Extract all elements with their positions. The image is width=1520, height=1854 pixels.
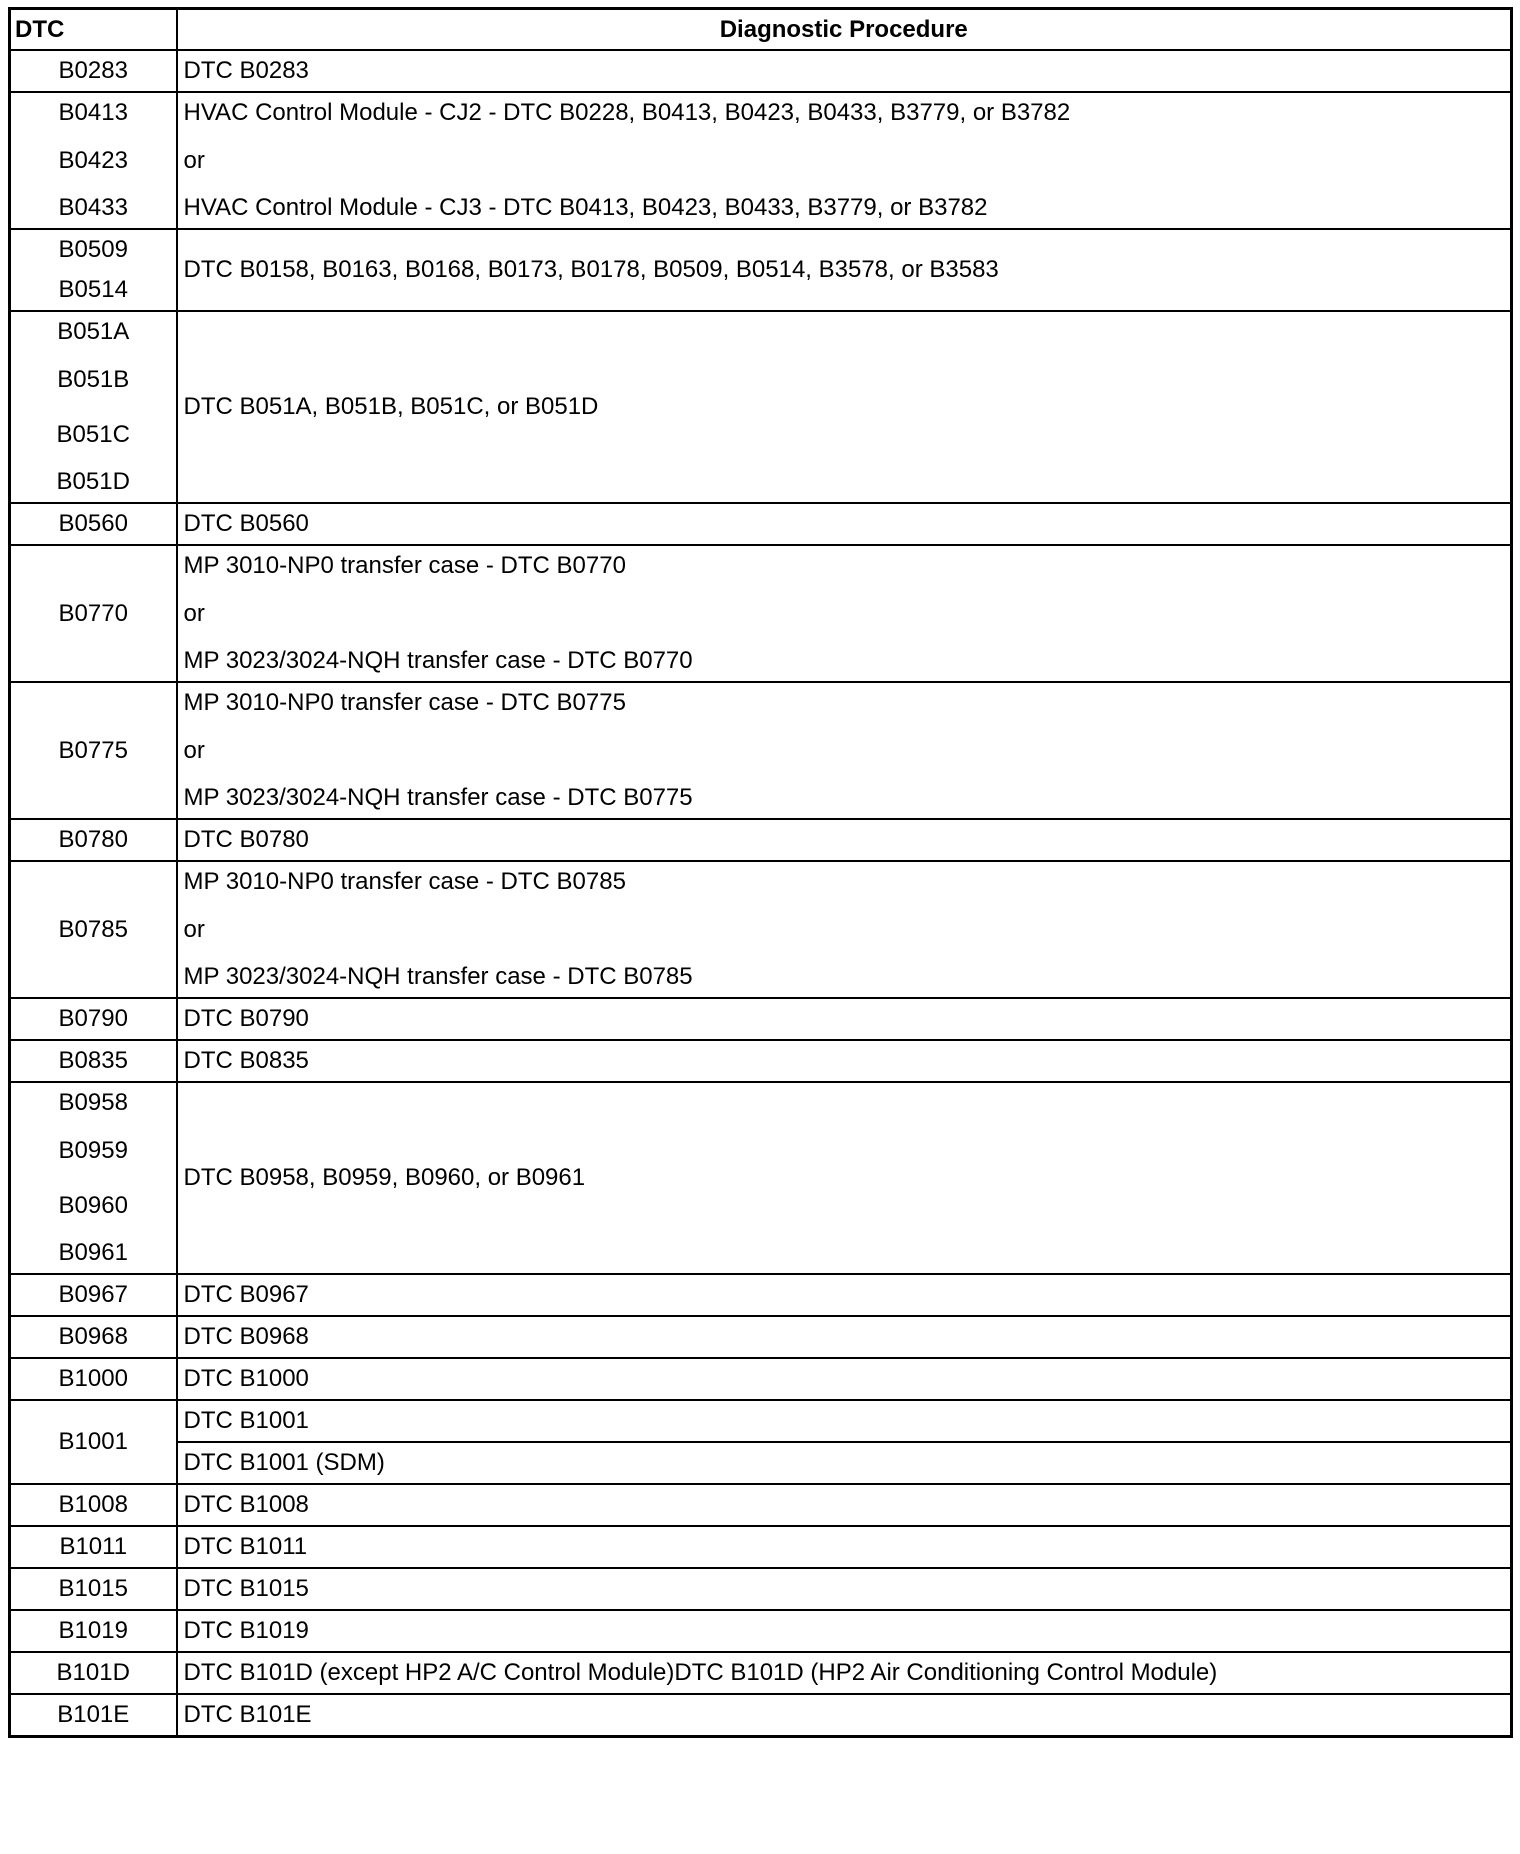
dtc-code-cell [10, 1400, 177, 1484]
procedure-link-text: MP 3023/3024-NQH transfer case - DTC B0770 [183, 647, 693, 674]
table-row [10, 819, 1512, 861]
table-row [10, 682, 1512, 819]
table-row [10, 1442, 1512, 1484]
procedure-link-text: DTC B1015 [183, 1575, 309, 1602]
dtc-code: B101D [56, 1659, 130, 1686]
procedure-link-text: DTC B0560 [183, 510, 309, 537]
dtc-code: B0960 [58, 1192, 128, 1219]
procedure-link-text: DTC B1008 [183, 1491, 309, 1518]
dtc-code: B0958 [58, 1089, 128, 1116]
procedure-link-text: DTC B0790 [183, 1005, 309, 1032]
procedure-cell [177, 1274, 1512, 1316]
procedure-link-text: DTC B101D (except HP2 A/C Control Module)DTC B101D (HP2 Air Conditioning Control Module) [183, 1659, 1218, 1686]
procedure-link-text: MP 3010-NP0 transfer case - DTC B0770 [183, 552, 626, 579]
or-separator: or [183, 147, 205, 174]
table-row [10, 92, 1512, 229]
dtc-code-cell [10, 819, 177, 861]
dtc-code-cell [10, 92, 177, 229]
dtc-code-cell [10, 1484, 177, 1526]
procedure-cell [177, 1082, 1512, 1274]
procedure-link-text: DTC B051A, B051B, B051C, or B051D [183, 393, 599, 420]
table-row [10, 545, 1512, 682]
table-row [10, 229, 1512, 311]
dtc-code: B0968 [58, 1323, 128, 1350]
dtc-code: B1001 [58, 1428, 128, 1455]
dtc-code-cell [10, 50, 177, 92]
dtc-code-cell [10, 1652, 177, 1694]
dtc-code-cell [10, 682, 177, 819]
table-row [10, 1082, 1512, 1274]
dtc-code: B0775 [58, 736, 128, 764]
dtc-code: B0283 [58, 57, 128, 84]
dtc-code: B0770 [58, 599, 128, 627]
procedure-cell [177, 819, 1512, 861]
procedure-cell [177, 1526, 1512, 1568]
procedure-column-header: Diagnostic Procedure [177, 9, 1512, 51]
or-separator: or [183, 916, 205, 943]
procedure-link-text: MP 3023/3024-NQH transfer case - DTC B0785 [183, 963, 693, 990]
dtc-code-cell [10, 1610, 177, 1652]
procedure-cell [177, 1316, 1512, 1358]
procedure-link-text: DTC B0958, B0959, B0960, or B0961 [183, 1164, 586, 1191]
table-row [10, 1568, 1512, 1610]
procedure-link-text: HVAC Control Module - CJ3 - DTC B0413, B0423, B0433, B3779, or B3782 [183, 194, 988, 221]
procedure-link-text: MP 3010-NP0 transfer case - DTC B0785 [183, 868, 626, 895]
dtc-code: B0413 [58, 99, 128, 126]
dtc-diagnostic-table [8, 7, 1513, 1738]
table-row [10, 1694, 1512, 1737]
dtc-code: B051B [57, 366, 130, 393]
procedure-cell [177, 50, 1512, 92]
dtc-code: B1019 [58, 1617, 128, 1644]
procedure-cell [177, 1568, 1512, 1610]
table-row [10, 1400, 1512, 1442]
dtc-code-cell [10, 311, 177, 503]
table-row [10, 1274, 1512, 1316]
dtc-code: B0423 [58, 147, 128, 174]
procedure-link-text: DTC B1000 [183, 1365, 309, 1392]
dtc-code: B051A [57, 318, 130, 345]
dtc-code: B0560 [58, 510, 128, 537]
table-row [10, 1652, 1512, 1694]
procedure-cell [177, 1610, 1512, 1652]
dtc-code-cell [10, 1694, 177, 1737]
dtc-code: B1000 [58, 1365, 128, 1392]
dtc-code-cell [10, 1274, 177, 1316]
procedure-cell [177, 503, 1512, 545]
dtc-code: B1008 [58, 1491, 128, 1518]
procedure-link-text: MP 3010-NP0 transfer case - DTC B0775 [183, 689, 626, 716]
dtc-code: B0959 [58, 1137, 128, 1164]
dtc-code: B101E [57, 1701, 130, 1728]
dtc-code: B0790 [58, 1005, 128, 1032]
dtc-code: B0433 [58, 194, 128, 221]
dtc-code-cell [10, 1082, 177, 1274]
procedure-link-text: DTC B0283 [183, 57, 309, 84]
table-row [10, 1484, 1512, 1526]
dtc-code: B0780 [58, 826, 128, 853]
procedure-cell [177, 998, 1512, 1040]
procedure-link-text: DTC B0780 [183, 826, 309, 853]
procedure-cell [177, 861, 1512, 998]
dtc-code-cell [10, 545, 177, 682]
table-row [10, 1526, 1512, 1568]
dtc-code-cell [10, 1040, 177, 1082]
dtc-code-cell [10, 1568, 177, 1610]
procedure-cell [177, 1040, 1512, 1082]
procedure-cell [177, 229, 1512, 311]
dtc-code-cell [10, 1316, 177, 1358]
procedure-cell [177, 1358, 1512, 1400]
dtc-code: B051D [56, 468, 130, 495]
procedure-cell [177, 682, 1512, 819]
dtc-code-cell [10, 1526, 177, 1568]
procedure-cell [177, 1400, 1512, 1442]
table-row [10, 1358, 1512, 1400]
table-body [10, 50, 1512, 1737]
procedure-cell [177, 92, 1512, 229]
table-row [10, 503, 1512, 545]
procedure-link-text: DTC B1001 (SDM) [183, 1449, 385, 1476]
dtc-code: B1015 [58, 1575, 128, 1602]
procedure-cell [177, 1484, 1512, 1526]
dtc-code-cell [10, 503, 177, 545]
dtc-code: B0961 [58, 1239, 128, 1266]
dtc-code: B0835 [58, 1047, 128, 1074]
dtc-code: B0785 [58, 915, 128, 943]
dtc-code-cell [10, 998, 177, 1040]
dtc-column-header: DTC [10, 9, 177, 51]
table-row [10, 1040, 1512, 1082]
table-row [10, 50, 1512, 92]
procedure-link-text: DTC B0835 [183, 1047, 309, 1074]
dtc-code: B0514 [58, 276, 128, 303]
procedure-link-text: DTC B1019 [183, 1617, 309, 1644]
table-row [10, 998, 1512, 1040]
procedure-cell [177, 1442, 1512, 1484]
dtc-code: B0967 [58, 1281, 128, 1308]
procedure-cell [177, 311, 1512, 503]
dtc-code: B051C [56, 421, 130, 448]
table-row [10, 1610, 1512, 1652]
procedure-cell [177, 1652, 1512, 1694]
dtc-code: B1011 [59, 1533, 128, 1560]
procedure-link-text: DTC B0968 [183, 1323, 309, 1350]
table-row [10, 861, 1512, 998]
procedure-link-text: DTC B1011 [183, 1533, 308, 1560]
procedure-link-text: DTC B1001 [183, 1407, 309, 1434]
procedure-cell [177, 545, 1512, 682]
dtc-code-cell [10, 229, 177, 311]
table-row [10, 311, 1512, 503]
procedure-link-text: DTC B101E [183, 1701, 312, 1728]
procedure-link-text: DTC B0158, B0163, B0168, B0173, B0178, B0509, B0514, B3578, or B3583 [183, 256, 999, 283]
procedure-link-text: DTC B0967 [183, 1281, 309, 1308]
procedure-link-text: HVAC Control Module - CJ2 - DTC B0228, B0413, B0423, B0433, B3779, or B3782 [183, 99, 1071, 126]
procedure-link-text: MP 3023/3024-NQH transfer case - DTC B0775 [183, 784, 693, 811]
or-separator: or [183, 737, 205, 764]
dtc-code: B0509 [58, 236, 128, 263]
dtc-code-cell [10, 861, 177, 998]
table-row [10, 1316, 1512, 1358]
or-separator: or [183, 600, 205, 627]
dtc-code-cell [10, 1358, 177, 1400]
procedure-cell [177, 1694, 1512, 1737]
table-header-row [10, 9, 1512, 51]
